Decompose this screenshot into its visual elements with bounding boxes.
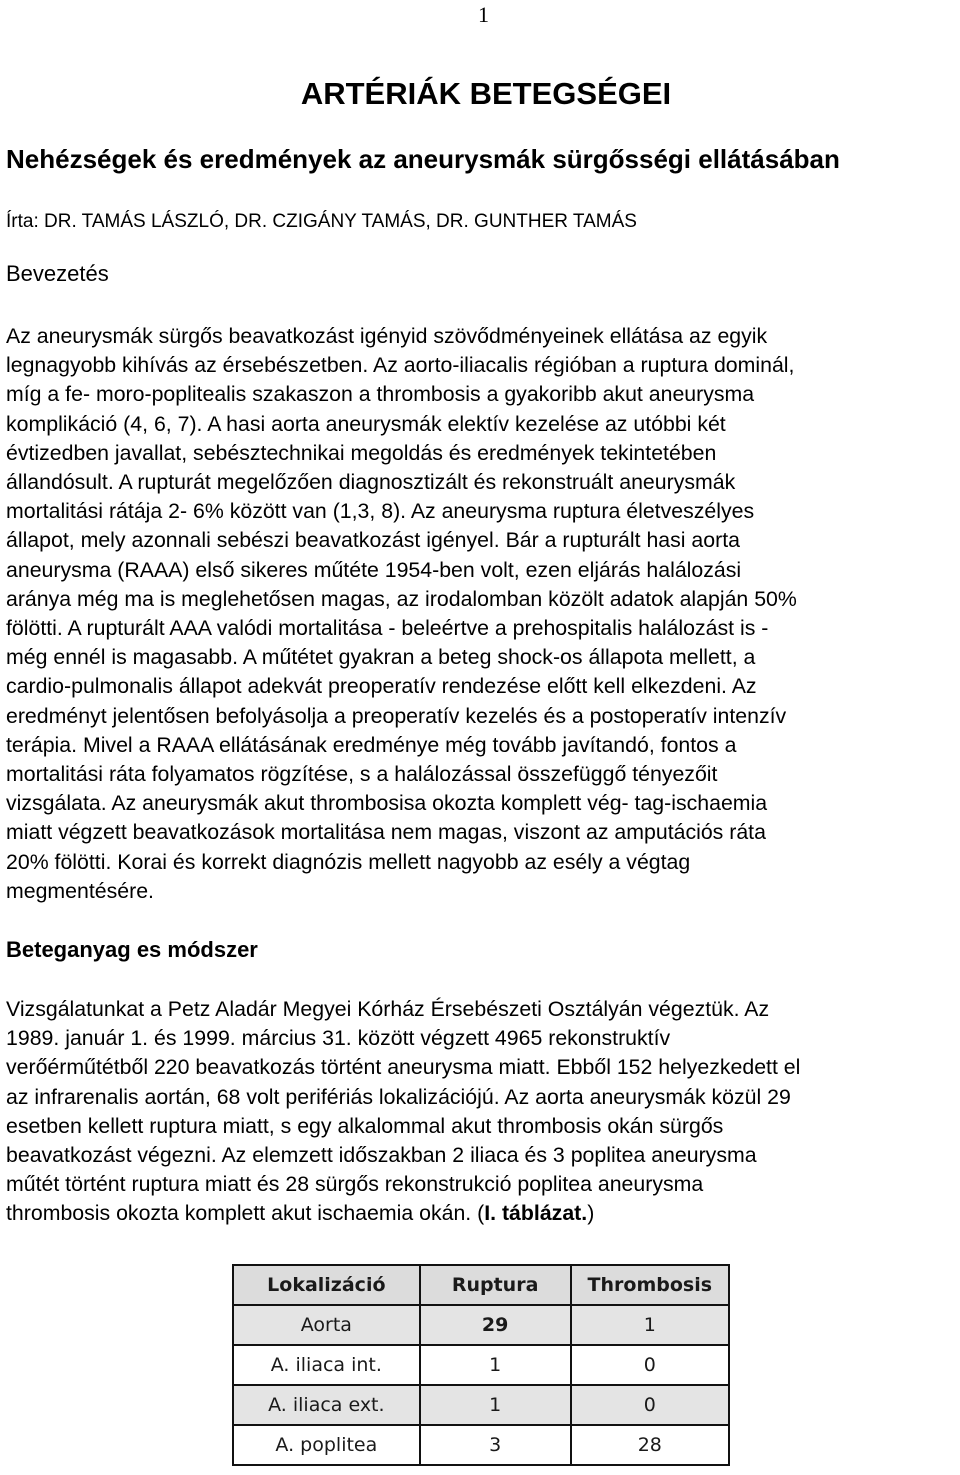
table-cell-ruptura: 1 [420,1345,571,1385]
text-line: eredményt jelentősen befolyásolja a preoperatív kezelés és a postoperatív intenzív [6,703,787,728]
methods-paragraph [6,995,954,1229]
text-line: 20% fölötti. Korai és korrekt diagnózis mellett nagyobb az esély a végtag [6,849,691,874]
table-cell-ruptura: 3 [420,1425,571,1465]
table-row [233,1305,729,1345]
text-line: évtizedben javallat, sebésztechnikai megoldás és eredmények tekintetében [6,440,717,465]
table-cell-ruptura: 29 [420,1305,571,1345]
text-line: esetben kellett ruptura miatt, s egy alkalommal akut thrombosis okán sürgős [6,1113,724,1138]
table-cell-thrombosis: 1 [571,1305,729,1345]
intro-paragraph [6,322,954,906]
table-cell-location: A. iliaca ext. [233,1385,420,1425]
text-line: megmentésére. [6,878,154,903]
table-header-cell: Lokalizáció [233,1265,420,1305]
text-line: vizsgálata. Az aneurysmák akut thrombosisa okozta komplett vég- tag-ischaemia [6,791,768,816]
text-line: míg a fe- moro-poplitealis szakaszon a thrombosis a gyakoribb akut aneurysma [6,382,755,407]
text-fragment: thrombosis okozta komplett akut ischaemia okán. ( [6,1201,485,1226]
text-line: még ennél is magasabb. A műtétet gyakran a beteg shock-os állapota mellett, a [6,645,756,670]
text-line: Vizsgálatunkat a Petz Aladár Megyei Kórház Érsebészeti Osztályán végeztük. Az [6,997,770,1021]
table-header-row [233,1265,729,1305]
table-row [233,1345,729,1385]
text-line: aránya még ma is meglehetősen magas, az irodalomban közölt adatok alapján 50% [6,586,797,611]
text-line: legnagyobb kihívás az érsebészetben. Az aorto-iliacalis régióban a ruptura dominál, [6,353,795,378]
table-cell-thrombosis: 0 [571,1345,729,1385]
text-line: műtét történt ruptura miatt és 28 sürgős rekonstrukció poplitea aneurysma [6,1172,704,1197]
section-heading-intro: Bevezetés [6,261,109,286]
text-line [6,1199,954,1228]
table-cell-thrombosis: 0 [571,1385,729,1425]
text-line: komplikáció (4, 6, 7). A hasi aorta aneurysmák elektív kezelése az utóbbi két [6,411,726,436]
table-header-cell: Thrombosis [571,1265,729,1305]
table-cell-ruptura: 1 [420,1385,571,1425]
table-cell-location: Aorta [233,1305,420,1345]
text-line: 1989. január 1. és 1999. március 31. között végzett 4965 rekonstruktív [6,1026,671,1051]
page-number: 1 [478,2,489,27]
text-line: cardio-pulmonalis állapot adekvát preoperatív rendezése előtt kell elkezdeni. Az [6,674,757,699]
text-line: miatt végzett beavatkozások mortalitása nem magas, viszont az amputációs ráta [6,820,766,845]
text-line: aneurysma (RAAA) első sikeres műtéte 1954-ben volt, ezen eljárás halálozási [6,557,742,582]
authors-line: Írta: DR. TAMÁS LÁSZLÓ, DR. CZIGÁNY TAMÁS, DR. GUNTHER TAMÁS [6,211,637,232]
text-line: állapot, mely azonnali sebészi beavatkozást igényel. Bár a rupturált hasi aorta [6,528,740,553]
text-line: állandósult. A rupturát megelőzően diagnosztizált és rekonstruált aneurysmák [6,470,736,495]
text-line: beavatkozást végezni. Az elemzett időszakban 2 iliaca és 3 poplitea aneurysma [6,1143,757,1168]
table-cell-location: A. poplitea [233,1425,420,1465]
text-line: az infrarenalis aortán, 68 volt perifériás lokalizációjú. Az aorta aneurysmák közül 29 [6,1084,791,1109]
table-row [233,1385,729,1425]
text-line: mortalitási rátája 2- 6% között van (1,3, 8). Az aneurysma ruptura életveszélyes [6,499,755,524]
table-cell-thrombosis: 28 [571,1425,729,1465]
table-image [232,1264,730,1466]
section-heading-methods: Beteganyag es módszer [6,937,258,962]
table-row [233,1425,729,1465]
text-line: verőérműtétből 220 beavatkozás történt aneurysma miatt. Ebből 152 helyezkedett el [6,1055,801,1080]
text-line: Az aneurysmák sürgős beavatkozást igényid szövődményeinek ellátása az egyik [6,324,768,348]
document-title: ARTÉRIÁK BETEGSÉGEI [300,76,672,111]
text-line: fölötti. A rupturált AAA valódi mortalitása - beleértve a prehospitalis halálozást is - [6,616,769,641]
localization-table [232,1264,730,1466]
text-fragment: ) [587,1201,595,1226]
text-line: mortalitási ráta folyamatos rögzítése, s a halálozással összefüggő tényezőit [6,762,718,787]
text-line: terápia. Mivel a RAAA ellátásának eredménye még tovább javítandó, fontos a [6,732,737,757]
table-reference: I. táblázat. [484,1201,588,1226]
table-header-cell: Ruptura [420,1265,571,1305]
table-cell-location: A. iliaca int. [233,1345,420,1385]
document-subtitle: Nehézségek és eredmények az aneurysmák sürgősségi ellátásában [6,144,840,174]
